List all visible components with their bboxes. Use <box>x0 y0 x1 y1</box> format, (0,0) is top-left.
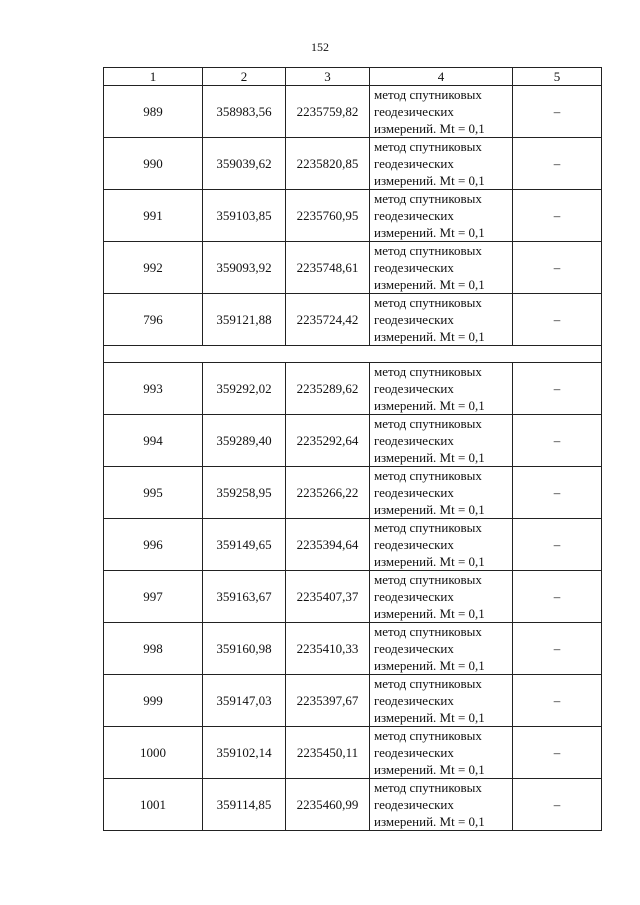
method-line: геодезических <box>374 208 454 223</box>
point-id: 989 <box>104 86 203 138</box>
coord-y: 2235760,95 <box>286 190 370 242</box>
coord-x: 359103,85 <box>203 190 286 242</box>
method-line: метод спутниковых <box>374 676 482 691</box>
method-line: метод спутниковых <box>374 416 482 431</box>
method-line: измерений. Mt = 0,1 <box>374 658 485 673</box>
coord-x: 359102,14 <box>203 727 286 779</box>
method-line: геодезических <box>374 745 454 760</box>
coord-x: 359114,85 <box>203 779 286 831</box>
method-line: геодезических <box>374 312 454 327</box>
method-cell <box>370 571 513 623</box>
method-line: измерений. Mt = 0,1 <box>374 450 485 465</box>
coord-y: 2235289,62 <box>286 363 370 415</box>
table-row <box>104 467 602 519</box>
method-cell <box>370 363 513 415</box>
method-line: геодезических <box>374 641 454 656</box>
method-line: метод спутниковых <box>374 468 482 483</box>
coord-y: 2235266,22 <box>286 467 370 519</box>
table-row <box>104 242 602 294</box>
method-line: геодезических <box>374 797 454 812</box>
dash-cell: – <box>513 727 602 779</box>
coord-y: 2235724,42 <box>286 294 370 346</box>
coord-y: 2235748,61 <box>286 242 370 294</box>
method-line: измерений. Mt = 0,1 <box>374 554 485 569</box>
method-line: геодезических <box>374 104 454 119</box>
point-id: 997 <box>104 571 203 623</box>
point-id: 990 <box>104 138 203 190</box>
method-line: измерений. Mt = 0,1 <box>374 710 485 725</box>
point-id: 993 <box>104 363 203 415</box>
coord-x: 359149,65 <box>203 519 286 571</box>
coord-x: 359292,02 <box>203 363 286 415</box>
coord-x: 359147,03 <box>203 675 286 727</box>
point-id: 992 <box>104 242 203 294</box>
header-col-1: 1 <box>104 68 203 86</box>
method-cell <box>370 727 513 779</box>
point-id: 995 <box>104 467 203 519</box>
separator-cell <box>104 346 602 363</box>
dash-cell: – <box>513 294 602 346</box>
method-line: метод спутниковых <box>374 520 482 535</box>
coord-x: 359160,98 <box>203 623 286 675</box>
table-row <box>104 779 602 831</box>
method-cell <box>370 623 513 675</box>
method-line: геодезических <box>374 433 454 448</box>
header-row <box>104 68 602 86</box>
method-line: метод спутниковых <box>374 87 482 102</box>
method-line: метод спутниковых <box>374 572 482 587</box>
method-cell <box>370 779 513 831</box>
header-col-5: 5 <box>513 68 602 86</box>
table-row <box>104 519 602 571</box>
coord-x: 358983,56 <box>203 86 286 138</box>
coord-y: 2235397,67 <box>286 675 370 727</box>
method-line: метод спутниковых <box>374 243 482 258</box>
coord-y: 2235820,85 <box>286 138 370 190</box>
method-line: геодезических <box>374 485 454 500</box>
header-col-2: 2 <box>203 68 286 86</box>
point-id: 994 <box>104 415 203 467</box>
method-line: измерений. Mt = 0,1 <box>374 329 485 344</box>
method-line: геодезических <box>374 537 454 552</box>
method-line: измерений. Mt = 0,1 <box>374 762 485 777</box>
method-cell <box>370 190 513 242</box>
table-row <box>104 86 602 138</box>
method-line: метод спутниковых <box>374 624 482 639</box>
coord-x: 359039,62 <box>203 138 286 190</box>
coordinates-table <box>103 67 602 831</box>
point-id: 996 <box>104 519 203 571</box>
method-cell <box>370 242 513 294</box>
coord-y: 2235460,99 <box>286 779 370 831</box>
method-cell <box>370 467 513 519</box>
method-line: метод спутниковых <box>374 780 482 795</box>
separator-row <box>104 346 602 363</box>
coord-y: 2235394,64 <box>286 519 370 571</box>
point-id: 999 <box>104 675 203 727</box>
method-line: метод спутниковых <box>374 364 482 379</box>
method-cell <box>370 294 513 346</box>
dash-cell: – <box>513 467 602 519</box>
dash-cell: – <box>513 86 602 138</box>
dash-cell: – <box>513 363 602 415</box>
method-line: метод спутниковых <box>374 728 482 743</box>
table-row <box>104 363 602 415</box>
table-row <box>104 415 602 467</box>
dash-cell: – <box>513 242 602 294</box>
method-line: метод спутниковых <box>374 139 482 154</box>
page-number: 152 <box>311 40 329 54</box>
method-line: измерений. Mt = 0,1 <box>374 502 485 517</box>
method-line: измерений. Mt = 0,1 <box>374 814 485 829</box>
method-line: геодезических <box>374 381 454 396</box>
dash-cell: – <box>513 519 602 571</box>
table-row <box>104 727 602 779</box>
point-id: 1000 <box>104 727 203 779</box>
point-id: 1001 <box>104 779 203 831</box>
method-line: метод спутниковых <box>374 191 482 206</box>
method-line: геодезических <box>374 260 454 275</box>
method-line: геодезических <box>374 693 454 708</box>
table-row <box>104 675 602 727</box>
coord-y: 2235450,11 <box>286 727 370 779</box>
method-line: геодезических <box>374 589 454 604</box>
table-row <box>104 571 602 623</box>
table-row <box>104 294 602 346</box>
method-line: измерений. Mt = 0,1 <box>374 606 485 621</box>
method-line: измерений. Mt = 0,1 <box>374 173 485 188</box>
point-id: 796 <box>104 294 203 346</box>
method-cell <box>370 675 513 727</box>
table-row <box>104 623 602 675</box>
dash-cell: – <box>513 779 602 831</box>
coord-x: 359163,67 <box>203 571 286 623</box>
method-line: измерений. Mt = 0,1 <box>374 398 485 413</box>
coord-y: 2235292,64 <box>286 415 370 467</box>
method-cell <box>370 415 513 467</box>
method-line: геодезических <box>374 156 454 171</box>
point-id: 998 <box>104 623 203 675</box>
coord-y: 2235407,37 <box>286 571 370 623</box>
coord-x: 359093,92 <box>203 242 286 294</box>
header-col-4: 4 <box>370 68 513 86</box>
coord-x: 359289,40 <box>203 415 286 467</box>
dash-cell: – <box>513 571 602 623</box>
header-col-3: 3 <box>286 68 370 86</box>
coord-y: 2235410,33 <box>286 623 370 675</box>
method-cell <box>370 86 513 138</box>
table-row <box>104 190 602 242</box>
dash-cell: – <box>513 675 602 727</box>
method-cell <box>370 138 513 190</box>
method-line: метод спутниковых <box>374 295 482 310</box>
table-row <box>104 138 602 190</box>
point-id: 991 <box>104 190 203 242</box>
coord-x: 359258,95 <box>203 467 286 519</box>
dash-cell: – <box>513 190 602 242</box>
method-line: измерений. Mt = 0,1 <box>374 277 485 292</box>
coord-x: 359121,88 <box>203 294 286 346</box>
dash-cell: – <box>513 138 602 190</box>
method-line: измерений. Mt = 0,1 <box>374 121 485 136</box>
dash-cell: – <box>513 623 602 675</box>
method-line: измерений. Mt = 0,1 <box>374 225 485 240</box>
coord-y: 2235759,82 <box>286 86 370 138</box>
dash-cell: – <box>513 415 602 467</box>
method-cell <box>370 519 513 571</box>
